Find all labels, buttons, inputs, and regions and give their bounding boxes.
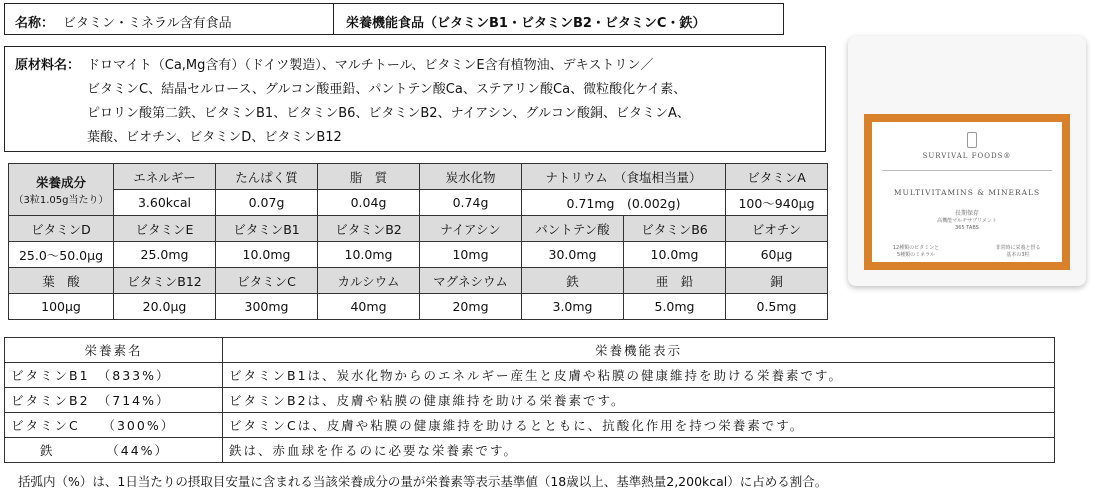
package-left-note: 12種類のビタミンと 5種類のミネラル <box>892 245 940 258</box>
nutrient-name: 脂 質 <box>318 164 420 190</box>
name-value: ビタミン・ミネラル含有食品 <box>63 16 232 31</box>
function-nutrient: ビタミンB2 （714%） <box>5 388 223 413</box>
nutrient-value: 100～940μg <box>726 190 828 216</box>
function-food-box <box>333 3 784 35</box>
package-label <box>864 114 1070 270</box>
ingredients-box <box>4 46 826 152</box>
bottle-icon <box>967 132 977 148</box>
nutrient-name: ビタミンB12 <box>114 268 216 294</box>
nutrient-value: 0.07g <box>216 190 318 216</box>
nutrient-value: 60μg <box>726 242 828 268</box>
nutrient-name: エネルギー <box>114 164 216 190</box>
nutrient-name: ビタミンD <box>9 216 114 242</box>
function-food-text: 栄養機能食品（ビタミンB1・ビタミンB2・ビタミンC・鉄） <box>346 16 706 31</box>
nutrient-value: 30.0mg <box>522 242 624 268</box>
function-claim: 鉄は、赤血球を作るのに必要な栄養素です。 <box>223 438 1055 463</box>
ingredients-line: ピロリン酸第二鉄、ビタミンB1、ビタミンB6、ビタミンB2、ナイアシン、グルコン酸銅、ビタミンA、 <box>87 106 690 121</box>
nutrient-name: ビタミンB1 <box>216 216 318 242</box>
footnote: 括弧内（%）は、1日当たりの摂取目安量に含まれる当該栄養成分の量が栄養素等表示基準値（18歳以上、基準熱量2,200kcal）に占める割合。 <box>18 474 828 489</box>
function-nutrient: ビタミンC （300%） <box>5 413 223 438</box>
package-line2: 高機能マルチサプリメント <box>937 218 997 224</box>
nutrient-value: 20mg <box>420 294 522 320</box>
package-line3: 365 TABS <box>955 225 979 231</box>
nutrient-name: ビタミンB2 <box>318 216 420 242</box>
ingredients-line: 葉酸、ビオチン、ビタミンD、ビタミンB12 <box>87 130 342 145</box>
function-claim: ビタミンB1は、炭水化物からのエネルギー産生と皮膚や粘膜の健康維持を助ける栄養素です。 <box>223 363 1055 388</box>
nutrient-name: ビタミンE <box>114 216 216 242</box>
nutrient-name: 亜 鉛 <box>624 268 726 294</box>
ingredients-line: ビタミンC、結晶セルロース、グルコン酸亜鉛、パントテン酸Ca、ステアリン酸Ca、微粒酸化ケイ素、 <box>87 82 687 97</box>
function-claims-table <box>4 337 1055 463</box>
nutrient-value: 0.74g <box>420 190 522 216</box>
nutrient-value: 10.0mg <box>318 242 420 268</box>
package-right-note: 非常時に栄養と摂る 基本の3粒 <box>995 245 1041 258</box>
name-label: 名称： <box>15 16 55 31</box>
nutrient-value: 40mg <box>318 294 420 320</box>
ingredients-line: ドロマイト（Ca,Mg含有）（ドイツ製造）、マルチトール、ビタミンE含有植物油、デキストリン／ <box>87 58 654 73</box>
nutrient-name: マグネシウム <box>420 268 522 294</box>
nutrient-name: カルシウム <box>318 268 420 294</box>
nutrient-name: ナイアシン <box>420 216 522 242</box>
package-brand: SURVIVAL FOODS® <box>922 152 1012 160</box>
nutrient-value: 20.0μg <box>114 294 216 320</box>
nutrient-value: 0.04g <box>318 190 420 216</box>
nutrient-value: 5.0mg <box>624 294 726 320</box>
package-divider <box>882 170 1052 171</box>
ingredients-label: 原材料名： <box>15 58 81 73</box>
nutrient-name: たんぱく質 <box>216 164 318 190</box>
function-header-nutrient: 栄養素名 <box>5 338 223 363</box>
nutrient-value: 0.71mg (0.002g) <box>522 190 726 216</box>
function-nutrient: ビタミンB1 （833%） <box>5 363 223 388</box>
nutrient-value: 10.0mg <box>216 242 318 268</box>
function-nutrient: 鉄 （44%） <box>5 438 223 463</box>
nutrient-value: 0.5mg <box>726 294 828 320</box>
nutrition-table <box>8 163 828 320</box>
nutrient-value: 10.0mg <box>624 242 726 268</box>
nutrient-name: 葉 酸 <box>9 268 114 294</box>
function-header-claim: 栄養機能表示 <box>223 338 1055 363</box>
nutrient-value: 300mg <box>216 294 318 320</box>
function-claim: ビタミンCは、皮膚や粘膜の健康維持を助けるとともに、抗酸化作用を持つ栄養素です。 <box>223 413 1055 438</box>
nutrient-value: 25.0mg <box>114 242 216 268</box>
nutrient-value: 3.0mg <box>522 294 624 320</box>
nutrient-value: 25.0～50.0μg <box>9 242 114 268</box>
nutrient-value: 10mg <box>420 242 522 268</box>
package-product: MULTIVITAMINS & MINERALS <box>893 188 1041 197</box>
nutrient-name: ビタミンB6 <box>624 216 726 242</box>
nutrient-name: ビオチン <box>726 216 828 242</box>
nutrient-value: 3.60kcal <box>114 190 216 216</box>
nutrient-name: 鉄 <box>522 268 624 294</box>
nutrient-value: 100μg <box>9 294 114 320</box>
nutrition-subtitle: （3粒1.05g当たり） <box>13 195 109 206</box>
nutrient-name: 銅 <box>726 268 828 294</box>
name-box <box>4 3 334 35</box>
nutrient-name: パントテン酸 <box>522 216 624 242</box>
nutrient-name: ビタミンA <box>726 164 828 190</box>
function-claim: ビタミンB2は、皮膚や粘膜の健康維持を助ける栄養素です。 <box>223 388 1055 413</box>
package-line1: 長期保存 <box>954 210 979 217</box>
nutrient-name: ビタミンC <box>216 268 318 294</box>
nutrient-name: 炭水化物 <box>420 164 522 190</box>
product-package-image <box>848 36 1086 286</box>
nutrition-title: 栄養成分 <box>35 175 86 190</box>
nutrient-name: ナトリウム （食塩相当量） <box>522 164 726 190</box>
nutrition-title-cell <box>9 164 114 216</box>
